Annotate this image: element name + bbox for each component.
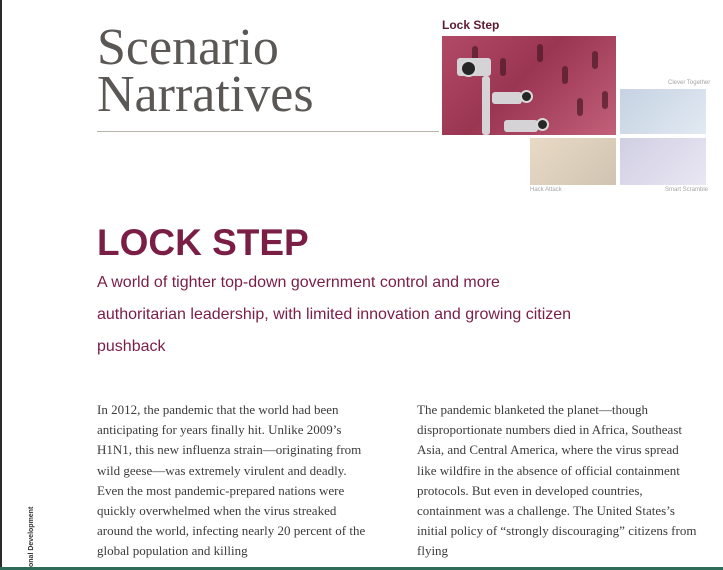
body-column-left: In 2012, the pandemic that the world had been anticipating for years finally hit. Unlike 2009’s H1N1, this new influenza strain—originating from wild geese—was extremely virulent and deadly. Even the most pandemic-prepared nations were quickly overwhelmed when the virus streaked around the world, infecting nearly 20 percent of the global population and killing bbox=[97, 402, 366, 559]
crowd-figure bbox=[577, 98, 583, 116]
page-edge-left bbox=[0, 0, 2, 570]
sidebar-running-label: onal Development bbox=[28, 506, 35, 567]
body-column-right: The pandemic blanketed the planet—though disproportionate numbers died in Africa, Southeast Asia, and Central America, where the virus spread like wildfire in the absence of official containment protocols. But even in developed countries, containment was a challenge. The United States’s initial policy of “strongly discouraging” citizens from flying bbox=[417, 402, 697, 559]
title-divider bbox=[97, 131, 439, 132]
page-title-line-2: Narratives bbox=[97, 66, 314, 123]
page-title-line-1: Scenario bbox=[97, 19, 279, 76]
scenario-label-lock-step: Lock Step bbox=[442, 18, 500, 32]
crowd-figure bbox=[602, 91, 608, 109]
hack-attack-image bbox=[530, 138, 616, 185]
crowd-figure bbox=[592, 51, 598, 69]
crowd-figure bbox=[500, 58, 506, 76]
crowd-figure bbox=[562, 66, 568, 84]
scenario-label-hack-attack: Hack Attack bbox=[530, 187, 562, 193]
smart-scramble-image bbox=[620, 138, 706, 185]
section-heading: LOCK STEP bbox=[97, 222, 309, 263]
page-title bbox=[97, 19, 314, 123]
crowd-figure bbox=[537, 44, 543, 62]
section-subheading: A world of tighter top-down government control and more authoritarian leadership, with limited innovation and growing citizen pushback bbox=[97, 274, 572, 355]
scenario-label-smart-scramble: Smart Scramble bbox=[665, 187, 709, 193]
clever-together-image bbox=[620, 89, 706, 134]
scenario-label-clever-together: Clever Together bbox=[668, 80, 711, 86]
lock-step-image bbox=[442, 36, 616, 135]
